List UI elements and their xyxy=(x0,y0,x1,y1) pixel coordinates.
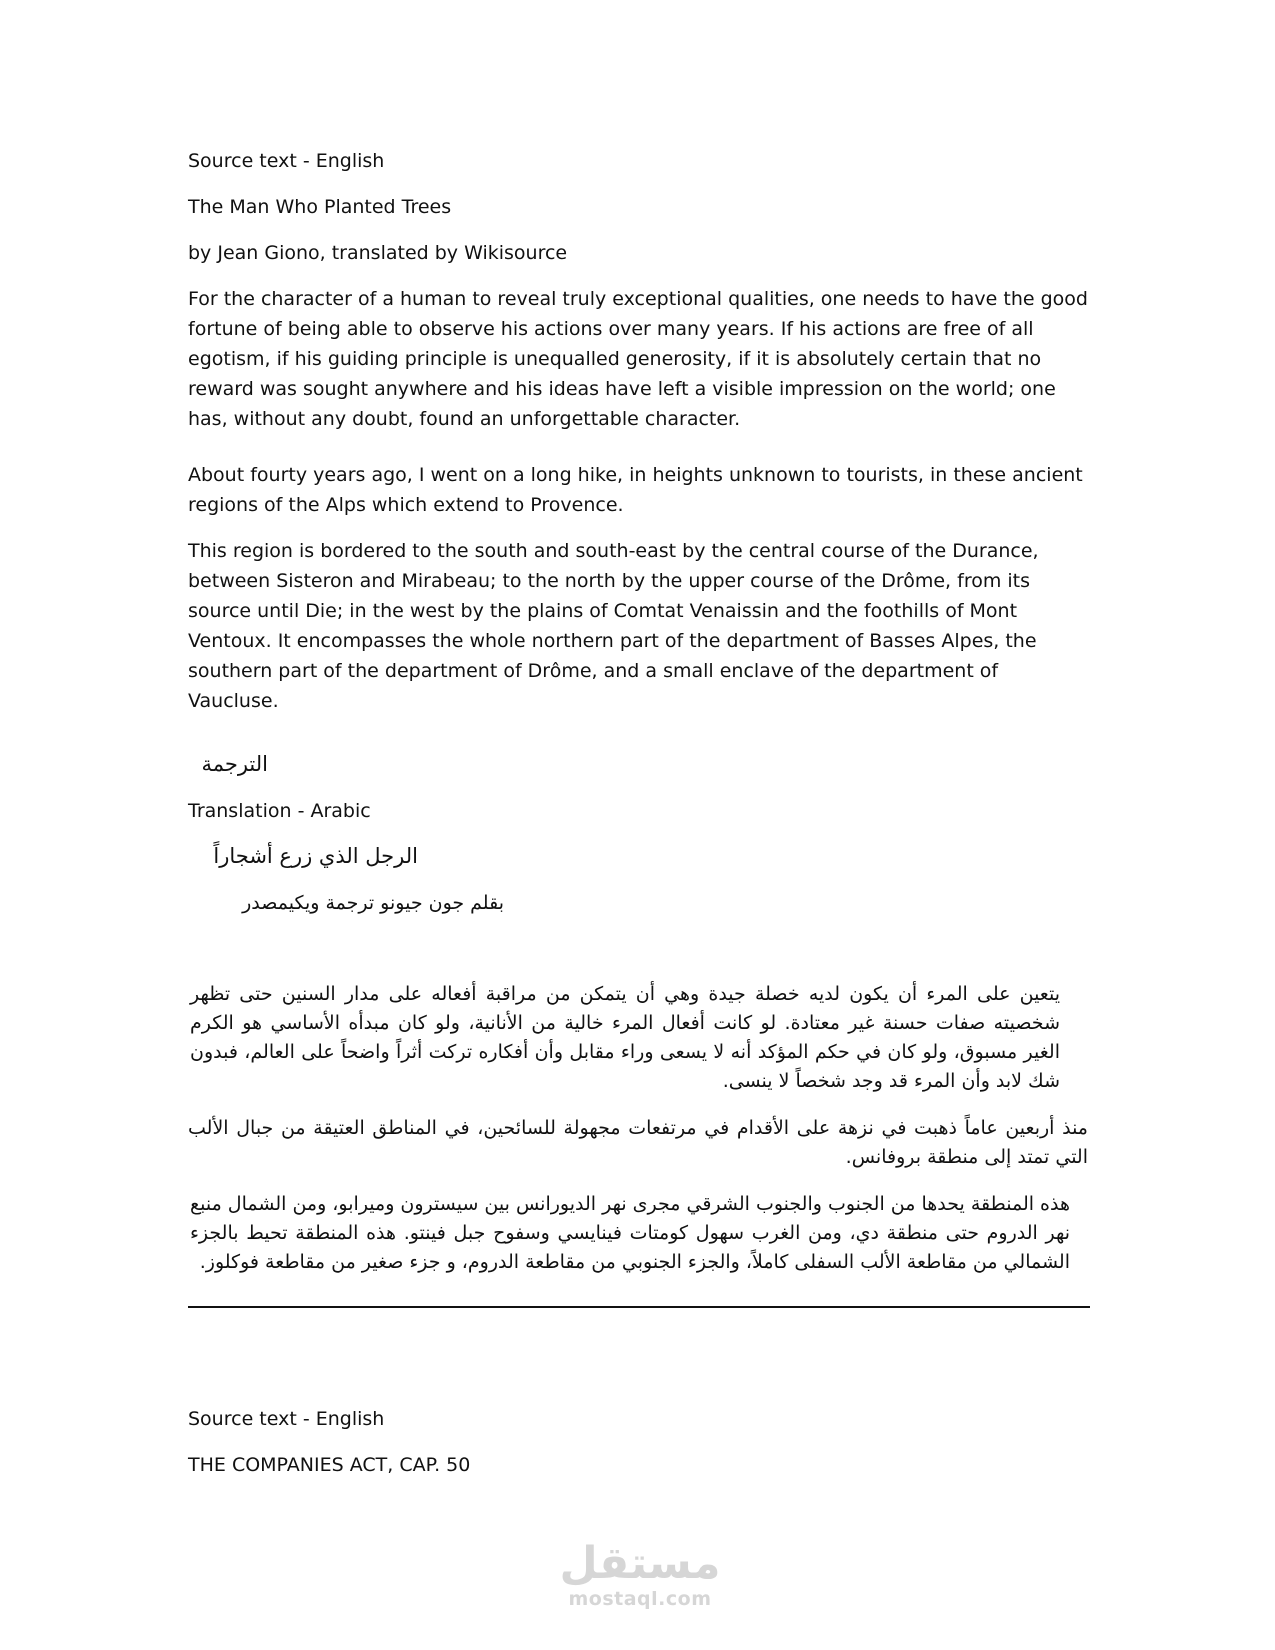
translation-arabic-heading: الترجمة xyxy=(201,752,268,776)
translation-paragraph-3: هذه المنطقة يحدها من الجنوب والجنوب الشرقي مجرى نهر الديورانس بين سيسترون وميرابو، ومن الشمال منبع نهر الدروم حتى منطقة دي، ومن الغرب سهول كومتات فينايسي وسفوح جبل فينتو. هذه المنطقة تحيط بالجزء الشمالي من مقاطعة الألب السفلى كاملاً، والجزء الجنوبي من مقاطعة الدروم، و جزء صغير من مقاطعة فوكلوز. xyxy=(190,1193,1070,1273)
source-byline: by Jean Giono, translated by Wikisource xyxy=(188,242,568,264)
translation-paragraph-1: يتعين على المرء أن يكون لديه خصلة جيدة وهي أن يتمكن من مراقبة أفعاله على مدار السنين حتى تظهر شخصيته صفات حسنة غير معتادة. لو كانت أفعال المرء خالية من الأنانية، ولو كان مبدأه الأساسي هو الكرم الغير مسبوق، ولو كان في حكم المؤكد أنه لا يسعى وراء مقابل وأن أفكاره تركت أثراً واضحاً على العالم، فبدون شك لابد وأن المرء قد وجد شخصاً لا ينسى. xyxy=(190,983,1060,1092)
source-title: The Man Who Planted Trees xyxy=(188,196,452,218)
watermark-latin: mostaql.com xyxy=(568,1588,712,1610)
mostaql-watermark xyxy=(555,1540,725,1610)
source2-heading: Source text - English xyxy=(188,1408,385,1430)
source-paragraph-2: About fourty years ago, I went on a long hike, in heights unknown to tourists, in these ancient regions of the Alps which extend to Provence. xyxy=(188,464,1083,516)
watermark-arabic: مستقل xyxy=(559,1538,721,1589)
translation-title: الرجل الذي زرع أشجاراً xyxy=(213,844,418,868)
source2-title: THE COMPANIES ACT, CAP. 50 xyxy=(188,1454,471,1476)
section-divider xyxy=(188,1306,1090,1308)
translation-byline: بقلم جون جيونو ترجمة ويكيمصدر xyxy=(242,892,504,914)
translation-paragraph-2: منذ أربعين عاماً ذهبت في نزهة على الأقدام في مرتفعات مجهولة للسائحين، في المناطق العتيقة من جبال الألب التي تمتد إلى منطقة بروفانس. xyxy=(188,1117,1088,1168)
source-heading: Source text - English xyxy=(188,150,385,172)
source-paragraph-3: This region is bordered to the south and south-east by the central course of the Durance, between Sisteron and Mirabeau; to the north by the upper course of the Drôme, from its source until Die; in the west by the plains of Comtat Venaissin and the foothills of Mont Ventoux. It encompasses the whole northern part of the department of Basses Alpes, the southern part of the department of Drôme, and a small enclave of the department of Vaucluse. xyxy=(188,540,1039,712)
translation-heading: Translation - Arabic xyxy=(188,800,371,822)
source-paragraph-1: For the character of a human to reveal truly exceptional qualities, one needs to have the good fortune of being able to observe his actions over many years. If his actions are free of all egotism, if his guiding principle is unequalled generosity, if it is absolutely certain that no reward was sought anywhere and his ideas have left a visible impression on the world; one has, without any doubt, found an unforgettable character. xyxy=(188,288,1088,430)
